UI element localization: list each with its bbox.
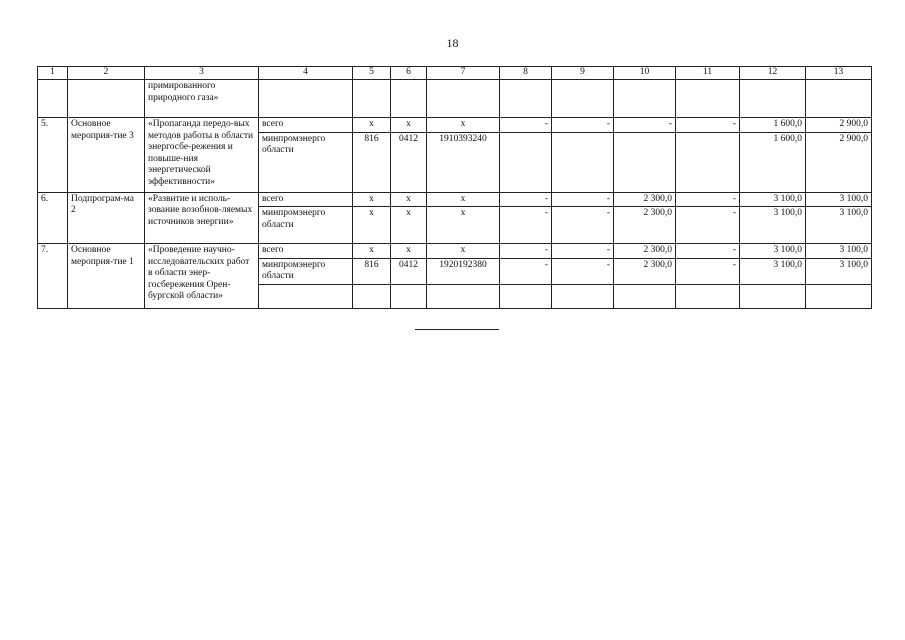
cell-target: х (427, 118, 500, 133)
column-header: 8 (500, 67, 552, 80)
cell-value: - (552, 244, 614, 259)
cell-target: х (427, 244, 500, 259)
cell-executor: минпромэнерго области (259, 258, 353, 284)
cell-value: 2 900,0 (806, 132, 872, 192)
cell-executor: всего (259, 118, 353, 133)
table-row (38, 118, 872, 133)
cell-section: 0412 (391, 258, 427, 284)
cell-value (676, 132, 740, 192)
cell-value: - (500, 207, 552, 244)
cell-section: х (391, 192, 427, 207)
row-number: 6. (38, 192, 68, 244)
cell-value: 3 100,0 (740, 207, 806, 244)
cell-value: - (676, 244, 740, 259)
cell-target: х (427, 207, 500, 244)
row-number: 7. (38, 244, 68, 309)
cell-value: 2 300,0 (614, 258, 676, 284)
cell-target: х (427, 192, 500, 207)
cell-section: 0412 (391, 132, 427, 192)
column-header: 6 (391, 67, 427, 80)
row-number: 5. (38, 118, 68, 193)
table-row-continuation (38, 80, 872, 118)
cell-value: 2 300,0 (614, 207, 676, 244)
column-header: 5 (353, 67, 391, 80)
cell-value: 3 100,0 (740, 192, 806, 207)
column-header: 12 (740, 67, 806, 80)
cell-value: 2 300,0 (614, 192, 676, 207)
cell-value: - (500, 118, 552, 133)
cell-target: 1910393240 (427, 132, 500, 192)
cell-value: - (676, 258, 740, 284)
cell-value (552, 132, 614, 192)
column-header: 11 (676, 67, 740, 80)
cell-value: 1 600,0 (740, 132, 806, 192)
column-header: 3 (145, 67, 259, 80)
cell-executor: всего (259, 192, 353, 207)
cell-value: 3 100,0 (806, 207, 872, 244)
cell-grbs: х (353, 207, 391, 244)
cell-value: 3 100,0 (806, 258, 872, 284)
cell-value: - (552, 207, 614, 244)
cell-target: 1920192380 (427, 258, 500, 284)
column-header: 1 (38, 67, 68, 80)
cell-grbs: х (353, 118, 391, 133)
column-header: 13 (806, 67, 872, 80)
header-row (38, 67, 872, 80)
cell-value (614, 132, 676, 192)
cell-value: - (676, 192, 740, 207)
cell-value: - (500, 192, 552, 207)
cell-value: - (500, 258, 552, 284)
continuation-text: примированного природного газа» (145, 80, 259, 118)
cell-value: - (500, 244, 552, 259)
activity-description: «Проведение научно-исследовательских работ в области энер-госбережения Орен-бургской области» (145, 244, 259, 309)
column-header: 9 (552, 67, 614, 80)
cell-grbs: х (353, 244, 391, 259)
cell-value: - (676, 207, 740, 244)
cell-grbs: 816 (353, 132, 391, 192)
cell-value (500, 132, 552, 192)
cell-value: 2 900,0 (806, 118, 872, 133)
cell-value: - (552, 192, 614, 207)
cell-value: - (676, 118, 740, 133)
cell-value: - (552, 118, 614, 133)
cell-value: 3 100,0 (806, 192, 872, 207)
column-header: 7 (427, 67, 500, 80)
end-rule (415, 329, 499, 330)
column-header: 4 (259, 67, 353, 80)
cell-value: - (552, 258, 614, 284)
activity-description: «Развитие и исполь-зование возобнов-ляемых источников энергии» (145, 192, 259, 244)
activity-description: «Пропаганда передо-вых методов работы в области энергосбе-режения и повыше-ния энергетической эффективности» (145, 118, 259, 193)
cell-executor: минпромэнерго области (259, 132, 353, 192)
activity-name: Основное мероприя-тие 3 (68, 118, 145, 193)
cell-value: 1 600,0 (740, 118, 806, 133)
cell-section: х (391, 118, 427, 133)
cell-value: 3 100,0 (740, 258, 806, 284)
table-row (38, 244, 872, 259)
cell-value: 3 100,0 (740, 244, 806, 259)
cell-value: 3 100,0 (806, 244, 872, 259)
cell-section: х (391, 207, 427, 244)
cell-value: 2 300,0 (614, 244, 676, 259)
table-row (38, 192, 872, 207)
cell-executor: минпромэнерго области (259, 207, 353, 244)
cell-executor: всего (259, 244, 353, 259)
cell-section: х (391, 244, 427, 259)
cell-grbs: х (353, 192, 391, 207)
budget-table (37, 66, 872, 309)
column-header: 2 (68, 67, 145, 80)
activity-name: Основное мероприя-тие 1 (68, 244, 145, 309)
activity-name: Подпрограм-ма 2 (68, 192, 145, 244)
column-header: 10 (614, 67, 676, 80)
cell-value: - (614, 118, 676, 133)
page-number: 18 (446, 36, 459, 50)
cell-grbs: 816 (353, 258, 391, 284)
